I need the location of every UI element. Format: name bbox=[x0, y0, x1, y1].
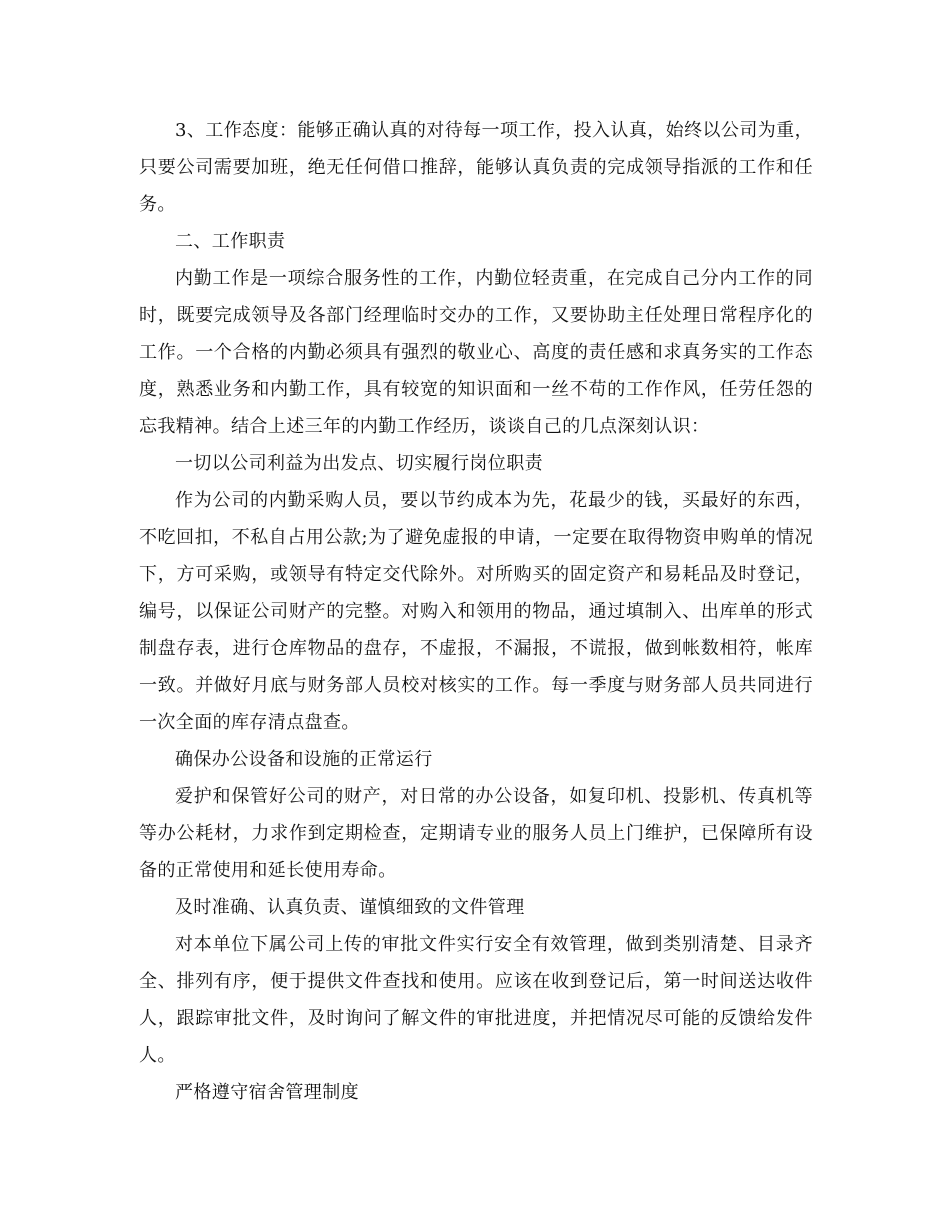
subheading-dormitory-rules: 严格遵守宿舍管理制度 bbox=[175, 1082, 359, 1103]
document-body bbox=[139, 112, 813, 1111]
subheading-office-equipment: 确保办公设备和设施的正常运行 bbox=[175, 749, 433, 770]
paragraph-equipment-care: 爱护和保管好公司的财产，对日常的办公设备，如复印机、投影机、传真机等等办公耗材，力求作到定期检查，定期请专业的服务人员上门维护，已保障所有设备的正常使用和延长使用寿命。 bbox=[139, 786, 813, 881]
paragraph-work-attitude: 3、工作态度：能够正确认真的对待每一项工作，投入认真，始终以公司为重，只要公司需要加班，绝无任何借口推辞，能够认真负责的完成领导指派的工作和任务。 bbox=[139, 120, 813, 215]
paragraph-purchasing: 作为公司的内勤采购人员，要以节约成本为先，花最少的钱，买最好的东西，不吃回扣，不私自占用公款;为了避免虚报的申请，一定要在取得物资申购单的情况下，方可采购，或领导有特定交代除外。对所购买的固定资产和易耗品及时登记，编号，以保证公司财产的完整。对购入和领用的物品，通过填制入、出库单的形式制盘存表，进行仓库物品的盘存，不虚报，不漏报，不谎报，做到帐数相符，帐库一致。并做好月底与财务部人员校对核实的工作。每一季度与财务部人员共同进行一次全面的库存清点盘查。 bbox=[139, 490, 813, 733]
paragraph-duties-intro: 内勤工作是一项综合服务性的工作，内勤位轻责重，在完成自己分内工作的同时，既要完成领导及各部门经理临时交办的工作，又要协助主任处理日常程序化的工作。一个合格的内勤必须具有强烈的敬业心、高度的责任感和求真务实的工作态度，熟悉业务和内勤工作，具有较宽的知识面和一丝不苟的工作作风，任劳任怨的忘我精神。结合上述三年的内勤工作经历，谈谈自己的几点深刻认识： bbox=[139, 268, 813, 437]
subheading-file-management: 及时准确、认真负责、谨慎细致的文件管理 bbox=[175, 897, 525, 918]
section-heading-duties: 二、工作职责 bbox=[175, 231, 286, 252]
paragraph-file-handling: 对本单位下属公司上传的审批文件实行安全有效管理，做到类别清楚、目录齐全、排列有序，便于提供文件查找和使用。应该在收到登记后，第一时间送达收件人，跟踪审批文件，及时询问了解文件的审批进度，并把情况尽可能的反馈给发件人。 bbox=[139, 934, 813, 1066]
subheading-company-interest: 一切以公司利益为出发点、切实履行岗位职责 bbox=[175, 453, 543, 474]
